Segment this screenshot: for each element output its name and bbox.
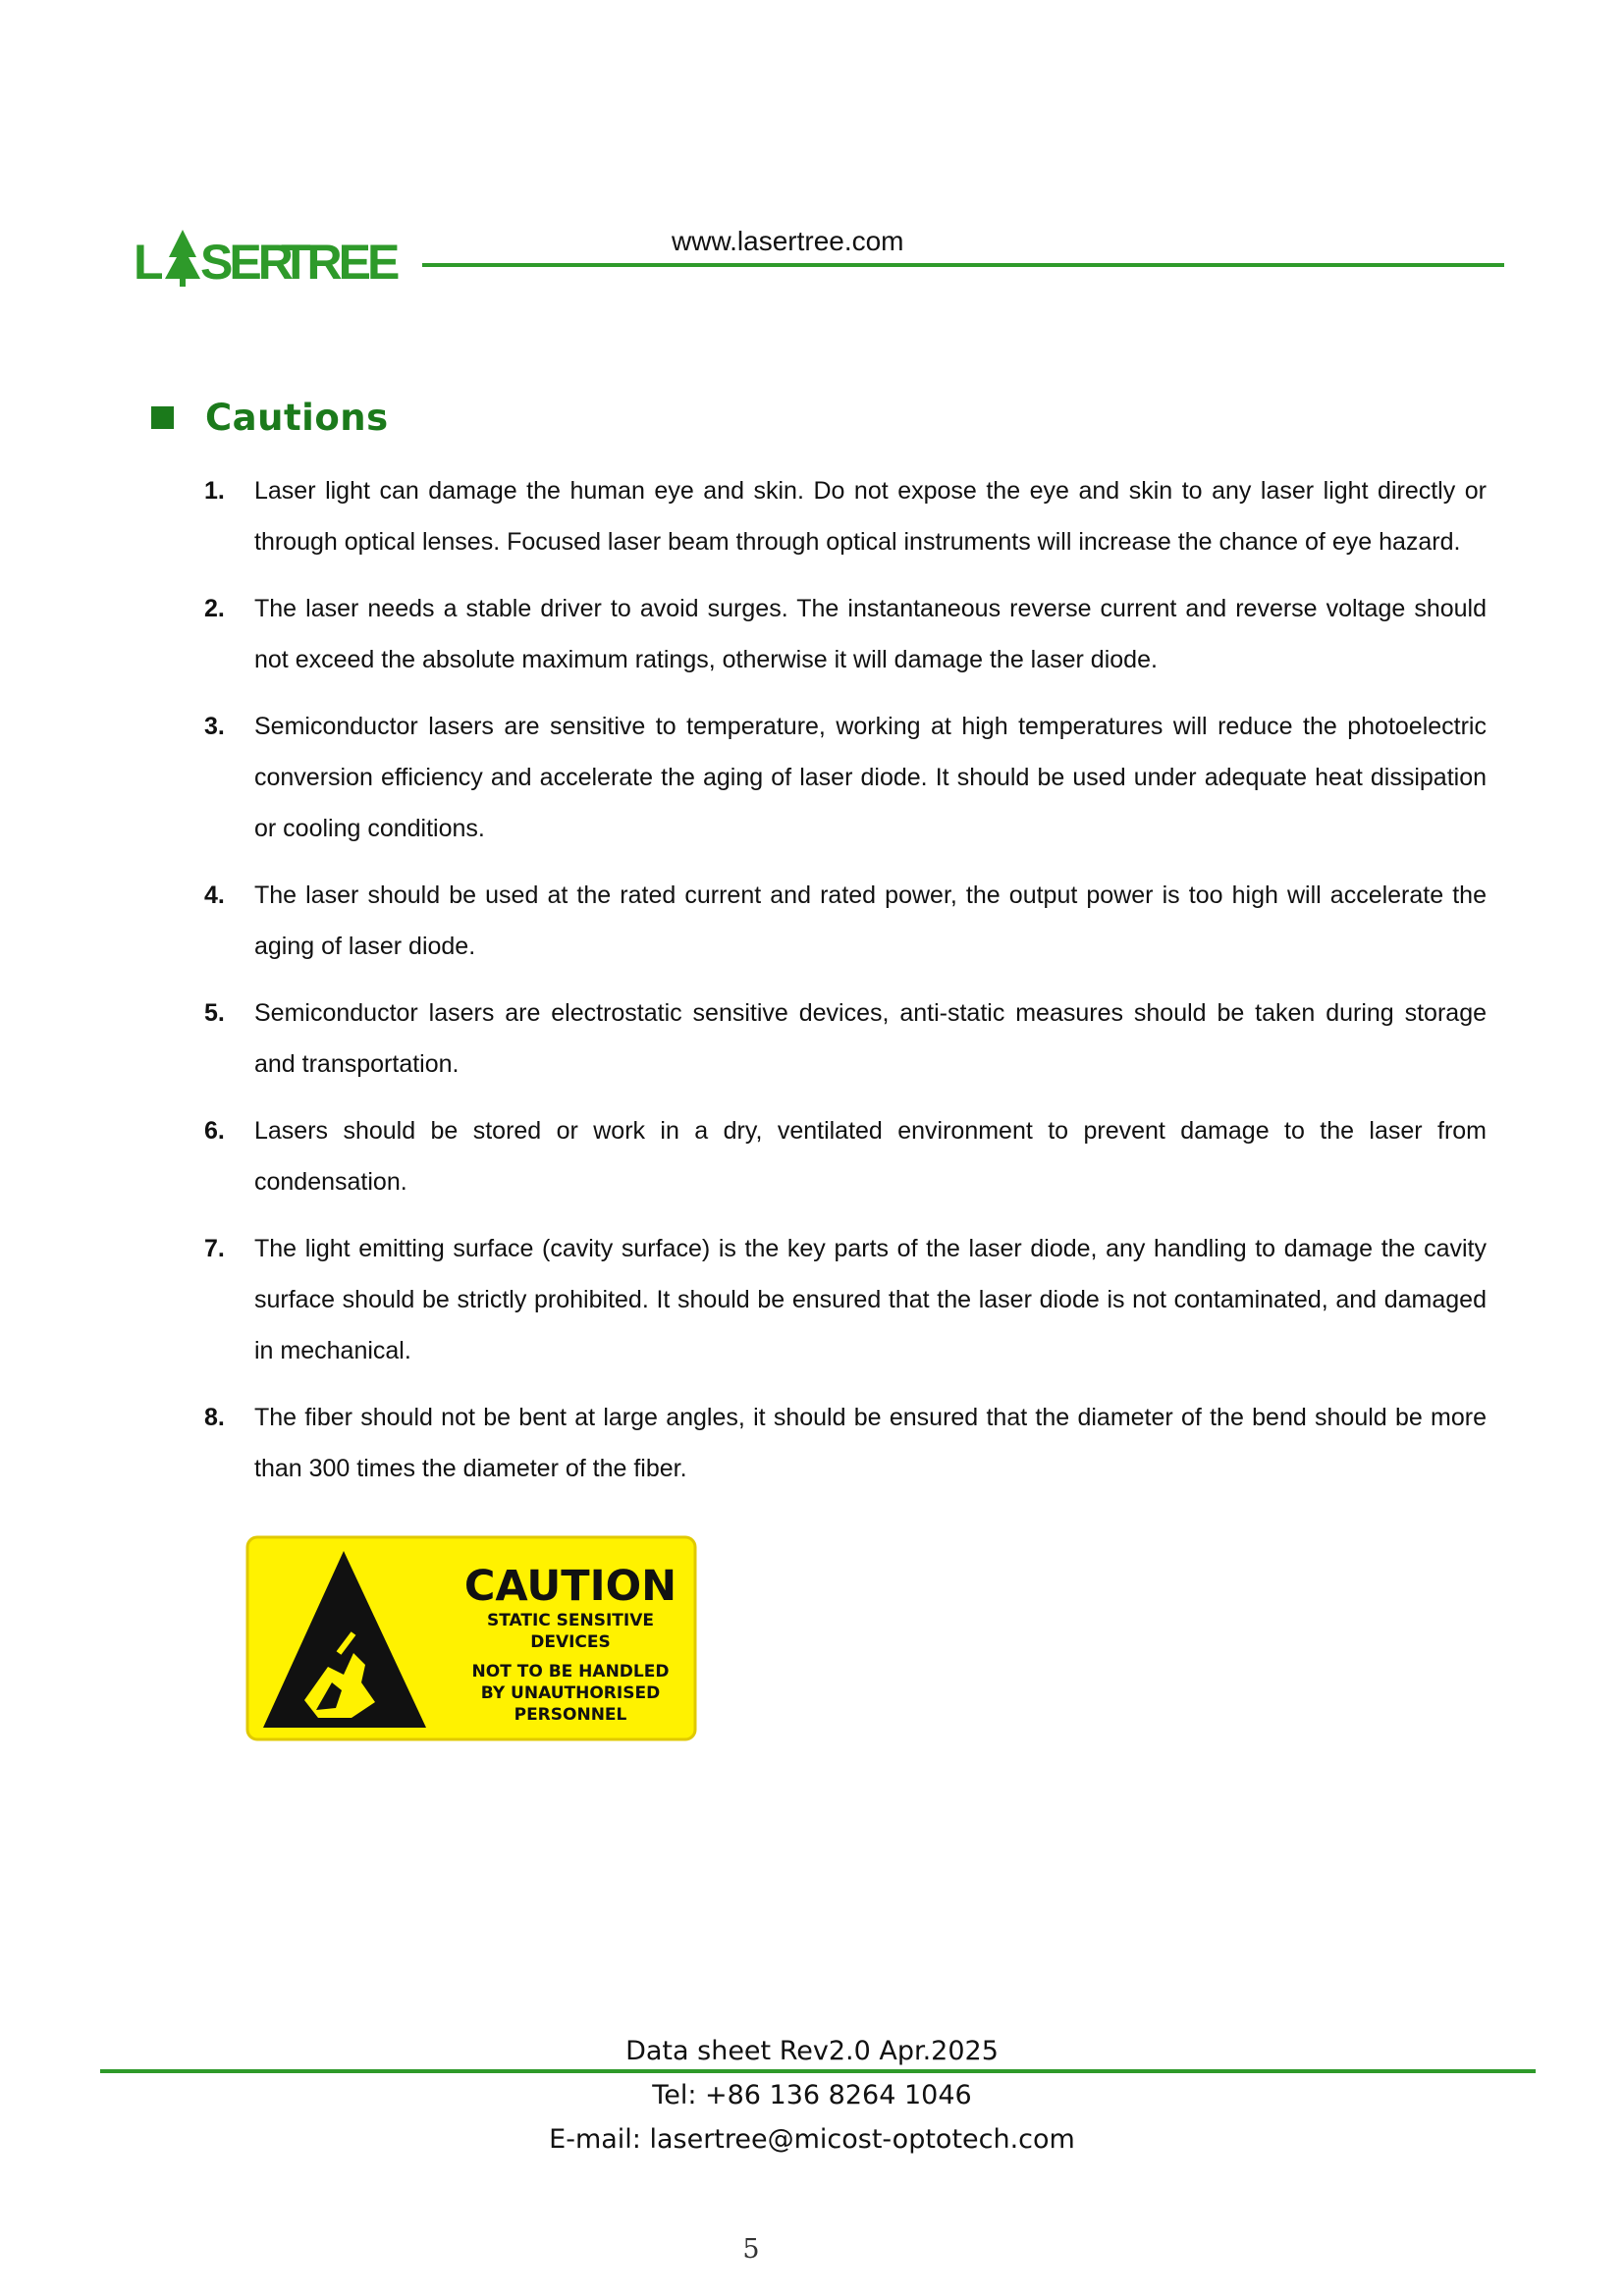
item-number: 1.	[204, 477, 225, 505]
logo-letters-ser: SER	[200, 235, 290, 290]
caution-title: CAUTION	[463, 1562, 677, 1611]
item-text: The light emitting surface (cavity surface) is the key parts of the laser diode, any handling to damage the cavity surface should be strictly prohibited. It should be ensured that the laser diode is not contaminated, and damaged in mechanical.	[254, 1235, 1487, 1364]
square-bullet-icon	[151, 406, 174, 429]
footer-email[interactable]: E-mail: lasertree@micost-optotech.com	[549, 2124, 1075, 2155]
section-heading	[151, 397, 389, 439]
item-number: 8.	[204, 1404, 225, 1431]
item-number: 7.	[204, 1235, 225, 1262]
list-item	[204, 988, 1487, 1090]
list-item	[204, 1105, 1487, 1207]
caution-line-2: DEVICES	[530, 1632, 611, 1652]
item-number: 2.	[204, 595, 225, 622]
caution-line-5: PERSONNEL	[514, 1705, 627, 1725]
logo-letter-l: L	[134, 235, 161, 290]
logo-letters-tree: TREE	[281, 235, 397, 290]
caution-line-3: NOT TO BE HANDLED	[471, 1662, 670, 1682]
item-text: The laser needs a stable driver to avoid surges. The instantaneous reverse current and reverse voltage should not exceed the absolute maximum ratings, otherwise it will damage the laser diode.	[254, 595, 1487, 673]
laser-tree-logo	[132, 224, 397, 290]
item-number: 3.	[204, 713, 225, 740]
item-number: 4.	[204, 881, 225, 909]
list-item	[204, 870, 1487, 972]
item-number: 5.	[204, 999, 225, 1027]
list-item	[204, 701, 1487, 854]
footer-revision: Data sheet Rev2.0 Apr.2025	[625, 2036, 999, 2066]
cautions-list	[204, 465, 1487, 1510]
footer-tel: Tel: +86 136 8264 1046	[652, 2080, 972, 2110]
tree-icon	[165, 230, 200, 287]
item-text: The fiber should not be bent at large angles, it should be ensured that the diameter of the bend should be more than 300 times the diameter of the fiber.	[254, 1404, 1487, 1482]
item-text: The laser should be used at the rated current and rated power, the output power is too high will accelerate the aging of laser diode.	[254, 881, 1487, 960]
caution-static-sign	[245, 1535, 697, 1741]
caution-line-1: STATIC SENSITIVE	[486, 1611, 655, 1630]
header-divider	[422, 263, 1504, 267]
item-number: 6.	[204, 1117, 225, 1145]
section-title: Cautions	[205, 397, 389, 439]
list-item	[204, 1392, 1487, 1494]
caution-line-4: BY UNAUTHORISED	[480, 1683, 661, 1703]
list-item	[204, 465, 1487, 567]
list-item	[204, 583, 1487, 685]
page-number: 5	[742, 2234, 760, 2265]
list-item	[204, 1223, 1487, 1376]
footer-divider	[100, 2069, 1536, 2073]
header-url[interactable]: www.lasertree.com	[672, 226, 904, 256]
item-text: Lasers should be stored or work in a dry, ventilated environment to prevent damage to the laser from condensation.	[254, 1117, 1487, 1196]
item-text: Semiconductor lasers are sensitive to temperature, working at high temperatures will reduce the photoelectric conversion efficiency and accelerate the aging of laser diode. It should be used under adequate heat dissipation or cooling conditions.	[254, 713, 1487, 842]
item-text: Laser light can damage the human eye and skin. Do not expose the eye and skin to any laser light directly or through optical lenses. Focused laser beam through optical instruments will increase the chance of eye hazard.	[254, 477, 1487, 556]
item-text: Semiconductor lasers are electrostatic sensitive devices, anti-static measures should be taken during storage and transportation.	[254, 999, 1487, 1078]
